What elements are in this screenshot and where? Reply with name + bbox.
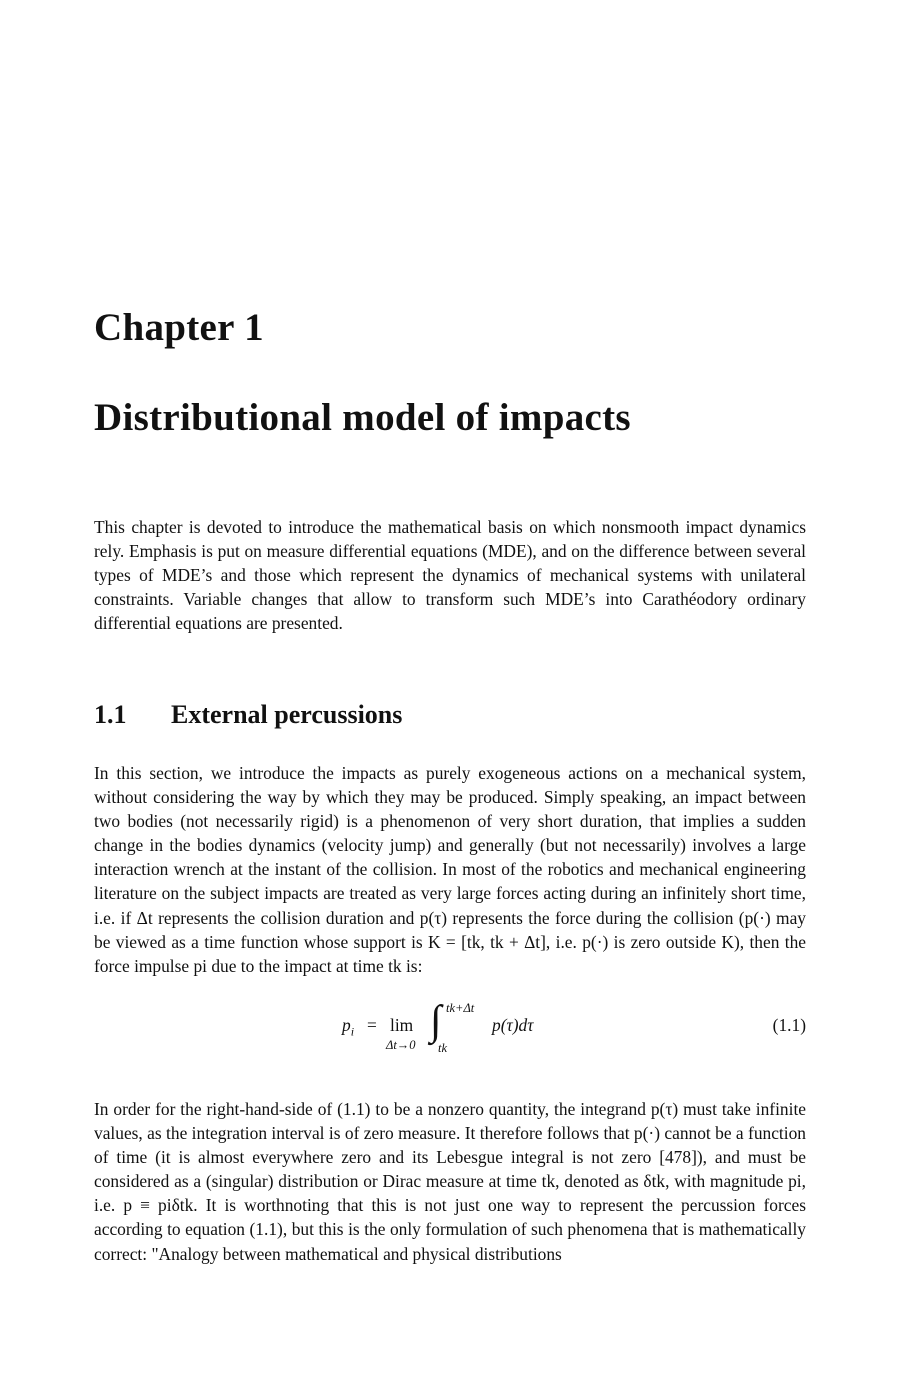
equation-number: (1.1) xyxy=(772,1015,806,1035)
body-paragraph-1: In this section, we introduce the impacts as purely exogeneous actions on a mechanical system, without considering the way by which they may be produced. Simply speaking, an impact between two bodies (not necessarily rigid) is a phenomenon of very short duration, that implies a sudden change in the bodies dynamics (velocity jump) and generally (but not necessarily) involves a large interaction wrench at the instant of the collision. In most of the robotics and mechanical engineering literature on the subject impacts are treated as very large forces acting during an infinitely short time, i.e. if Δt represents the collision duration and p(τ) represents the force during the collision (p(·) may be viewed as a time function whose support is K = [tk, tk + Δt], i.e. p(·) is zero outside K), then the force impulse pi due to the impact at time tk is: xyxy=(94,763,806,976)
equation-lim: lim xyxy=(390,1015,414,1035)
section-title: External percussions xyxy=(171,700,403,729)
integral-sign: ∫ xyxy=(430,998,442,1044)
equation-lhs-symbol: p xyxy=(342,1015,351,1035)
equation-equals: = xyxy=(367,1015,377,1035)
chapter-label: Chapter 1 xyxy=(94,306,264,349)
equation-lhs-subscript: i xyxy=(350,1024,355,1039)
intro-paragraph: This chapter is devoted to introduce the mathematical basis on which nonsmooth impact dynamics rely. Emphasis is put on measure differential equations (MDE), and on the difference between several types of MDE’s and those which represent the dynamics of mechanical systems with unilateral constraints. Variable changes that allow to transform such MDE’s into Carathéodory ordinary differential equations are presented. xyxy=(94,517,806,634)
equation-1-1 xyxy=(94,998,806,1080)
equation-lhs xyxy=(342,1015,354,1039)
integral-lower-limit: tk xyxy=(438,1041,448,1055)
equation-body xyxy=(342,998,642,1080)
integral-upper-limit: tk+Δt xyxy=(446,1001,475,1015)
equation-lim-subscript: Δt→0 xyxy=(386,1038,416,1052)
integrand: p(τ)dτ xyxy=(492,1015,534,1035)
body-paragraph-2: In order for the right-hand-side of (1.1) to be a nonzero quantity, the integrand p(τ) must take infinite values, as the integration interval is of zero measure. It therefore follows that p(·) cannot be a function of time (it is almost everywhere zero and its Lebesgue integral is not zero [478]), and must be considered as a (singular) distribution or Dirac measure at time tk, denoted as δtk, with magnitude pi, i.e. p ≡ piδtk. It is worthnoting that this is not just one way to represent the percussion forces according to equation (1.1), but this is the only formulation of such phenomena that is mathematically correct: "Analogy between mathematical and physical distributions xyxy=(94,1099,806,1264)
page xyxy=(94,0,806,1382)
section-number: 1.1 xyxy=(94,700,127,729)
chapter-title: Distributional model of impacts xyxy=(94,396,631,439)
section-heading xyxy=(94,700,402,730)
